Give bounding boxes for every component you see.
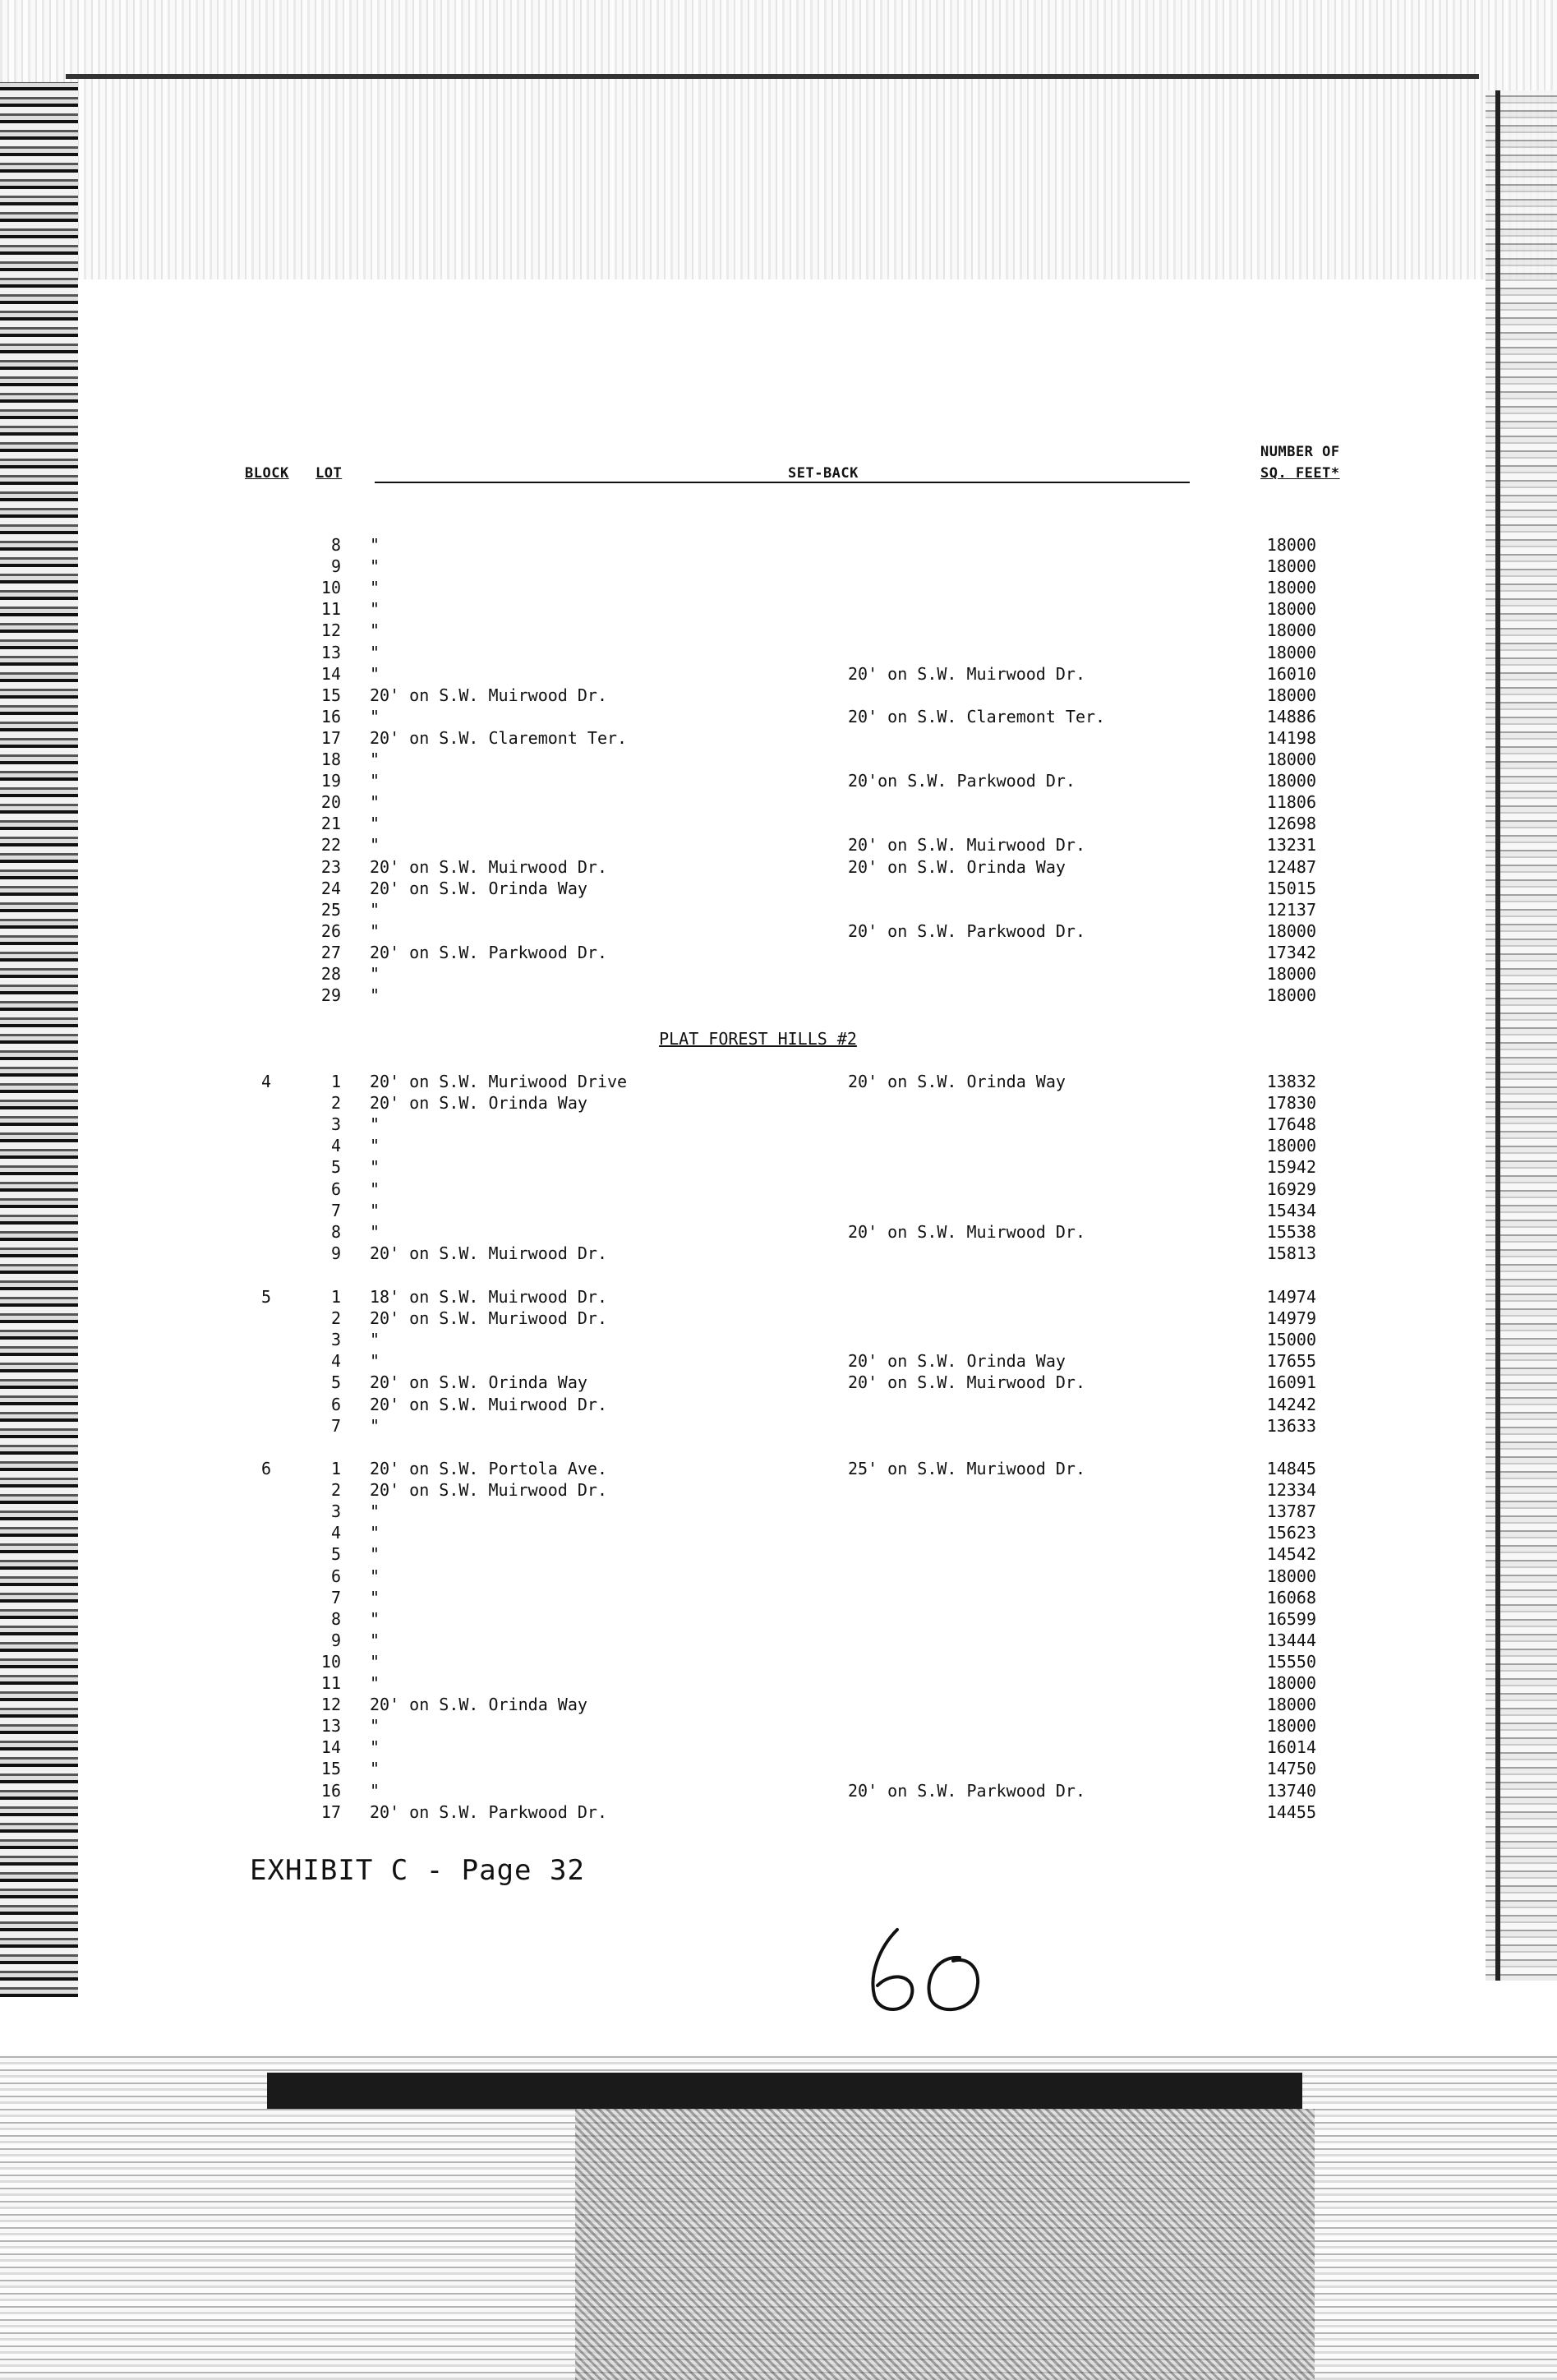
- table-row: [0, 1415, 1397, 1437]
- setback-cell: ": [370, 899, 380, 920]
- scan-smudge-bottom: [575, 2109, 1315, 2380]
- setback-header-rule: [375, 482, 1190, 483]
- setback-cell: ": [370, 1136, 380, 1156]
- table-row: [0, 1587, 1397, 1608]
- table-row: [0, 878, 1397, 899]
- setback-secondary-cell: 20' on S.W. Orinda Way: [848, 1072, 1066, 1091]
- setback-cell: ": [370, 1608, 380, 1629]
- table-row: [0, 1071, 1397, 1092]
- lot-cell: 2: [330, 1093, 341, 1114]
- setback-cell: 20' on S.W. Parkwood Dr.: [370, 1801, 607, 1822]
- setback-cell: ": [370, 1544, 380, 1565]
- setback-secondary-cell: 25' on S.W. Muriwood Dr.: [848, 1459, 1085, 1478]
- setback-cell: ": [370, 1114, 380, 1135]
- setback-cell: ": [370, 642, 380, 662]
- table-row: [0, 963, 1397, 985]
- table-row: [0, 749, 1397, 770]
- sqft-cell: 12487: [1266, 856, 1316, 877]
- lot-cell: 1: [330, 1072, 341, 1091]
- setback-cell: ": [370, 578, 380, 598]
- table-row: [0, 598, 1397, 620]
- section-title: PLAT FOREST HILLS #2: [659, 1029, 857, 1049]
- setback-column-header: SET-BACK: [785, 465, 862, 482]
- table-row: [0, 1135, 1397, 1156]
- setback-cell: ": [370, 1351, 380, 1372]
- sqft-cell: 14455: [1266, 1801, 1316, 1822]
- lot-cell: 23: [320, 856, 341, 877]
- setback-cell: ": [370, 1716, 380, 1737]
- sqft-cell: 16010: [1266, 663, 1316, 684]
- sqft-cell: 17655: [1266, 1351, 1316, 1372]
- sqft-cell: 18000: [1266, 1716, 1316, 1737]
- sqft-cell: 15623: [1266, 1523, 1316, 1543]
- lot-cell: 4: [330, 1523, 341, 1543]
- table-row: [0, 1780, 1397, 1801]
- table-row: [0, 770, 1397, 791]
- sqft-cell: 13832: [1266, 1072, 1316, 1091]
- table-row: [0, 899, 1397, 920]
- sqft-cell: 15015: [1266, 878, 1316, 898]
- lot-cell: 24: [320, 878, 341, 898]
- handwritten-60-drawing: [855, 1923, 1002, 2022]
- setback-cell: ": [370, 1566, 380, 1586]
- sqft-cell: 14242: [1266, 1394, 1316, 1414]
- setback-cell: ": [370, 920, 380, 941]
- block-cell: 6: [261, 1459, 272, 1478]
- sqft-cell: 13633: [1266, 1415, 1316, 1436]
- setback-cell: 20' on S.W. Orinda Way: [370, 878, 587, 898]
- block-cell: 5: [261, 1287, 272, 1307]
- setback-cell: 20' on S.W. Claremont Ter.: [370, 727, 628, 748]
- setback-secondary-cell: 20' on S.W. Parkwood Dr.: [848, 920, 1085, 941]
- table-row: [0, 985, 1397, 1006]
- table-row: [0, 556, 1397, 577]
- table-row: [0, 1694, 1397, 1715]
- sqft-cell: 17342: [1266, 942, 1316, 962]
- lot-cell: 16: [320, 1780, 341, 1801]
- sqft-cell: 15000: [1266, 1330, 1316, 1350]
- lot-cell: 11: [320, 599, 341, 620]
- sqft-cell: 13231: [1266, 835, 1316, 856]
- lot-column-header: LOT: [316, 465, 343, 482]
- table-row: [0, 1737, 1397, 1758]
- setback-cell: ": [370, 1200, 380, 1220]
- sqft-cell: 14974: [1266, 1287, 1316, 1307]
- setback-cell: 20' on S.W. Muirwood Dr.: [370, 1480, 607, 1501]
- table-row: [0, 620, 1397, 641]
- setback-cell: ": [370, 1221, 380, 1242]
- lot-cell: 7: [330, 1587, 341, 1607]
- table-row: [0, 1221, 1397, 1243]
- table-row: [0, 1566, 1397, 1587]
- table-row: [0, 1329, 1397, 1350]
- lot-cell: 15: [320, 1759, 341, 1779]
- footer-exhibit-label: EXHIBIT C - Page 32: [250, 1854, 585, 1887]
- sqft-cell: 14886: [1266, 706, 1316, 726]
- sqft-cell: 16014: [1266, 1737, 1316, 1758]
- lot-cell: 13: [320, 642, 341, 662]
- sqft-cell: 18000: [1266, 620, 1316, 641]
- sqft-cell: 16068: [1266, 1587, 1316, 1607]
- table-row: [0, 1630, 1397, 1651]
- sqft-cell: 17830: [1266, 1093, 1316, 1114]
- sqft-cell: 18000: [1266, 964, 1316, 984]
- sqft-cell: 14750: [1266, 1759, 1316, 1779]
- lot-cell: 6: [330, 1178, 341, 1199]
- setback-cell: ": [370, 1415, 380, 1436]
- table-row: [0, 1672, 1397, 1694]
- table-row: [0, 1501, 1397, 1522]
- lot-cell: 5: [330, 1544, 341, 1565]
- table-row: [0, 1479, 1397, 1501]
- lot-cell: 2: [330, 1480, 341, 1501]
- table-row: [0, 1243, 1397, 1264]
- lot-cell: 11: [320, 1673, 341, 1693]
- table-row: [0, 1522, 1397, 1543]
- sqft-cell: 16091: [1266, 1372, 1316, 1393]
- table-row: [0, 1178, 1397, 1200]
- table-row: [0, 1308, 1397, 1329]
- lot-cell: 3: [330, 1114, 341, 1135]
- table-row: [0, 1394, 1397, 1415]
- lot-cell: 7: [330, 1415, 341, 1436]
- lot-cell: 3: [330, 1501, 341, 1522]
- setback-cell: ": [370, 1587, 380, 1607]
- lot-cell: 7: [330, 1200, 341, 1220]
- sqft-cell: 13740: [1266, 1780, 1316, 1801]
- setback-cell: ": [370, 792, 380, 813]
- table-row: [0, 920, 1397, 942]
- lot-cell: 8: [330, 535, 341, 555]
- setback-cell: 20' on S.W. Muirwood Dr.: [370, 1243, 607, 1263]
- setback-cell: ": [370, 1501, 380, 1522]
- table-row: [0, 1608, 1397, 1630]
- sqft-cell: 14198: [1266, 727, 1316, 748]
- lot-cell: 14: [320, 663, 341, 684]
- setback-cell: ": [370, 663, 380, 684]
- lot-cell: 16: [320, 706, 341, 726]
- table-row: [0, 706, 1397, 727]
- sqft-cell: 11806: [1266, 792, 1316, 813]
- sqft-cell: 15550: [1266, 1651, 1316, 1672]
- setback-cell: ": [370, 985, 380, 1006]
- table-row: [0, 1092, 1397, 1114]
- table-row: [0, 791, 1397, 813]
- setback-secondary-cell: 20' on S.W. Muirwood Dr.: [848, 663, 1085, 684]
- lot-cell: 20: [320, 792, 341, 813]
- setback-secondary-cell: 20' on S.W. Parkwood Dr.: [848, 1780, 1085, 1801]
- table-row: [0, 1758, 1397, 1779]
- setback-cell: ": [370, 599, 380, 620]
- lot-cell: 12: [320, 1695, 341, 1715]
- table-row: [0, 1372, 1397, 1393]
- sqft-cell: 15942: [1266, 1157, 1316, 1178]
- block-cell: 4: [261, 1072, 272, 1091]
- setback-cell: 20' on S.W. Muriwood Dr.: [370, 1308, 607, 1329]
- sqft-cell: 18000: [1266, 599, 1316, 620]
- setback-secondary-cell: 20' on S.W. Muirwood Dr.: [848, 1221, 1085, 1242]
- table-row: [0, 1458, 1397, 1479]
- sqft-cell: 18000: [1266, 750, 1316, 769]
- lot-cell: 17: [320, 1801, 341, 1822]
- setback-secondary-cell: 20' on S.W. Orinda Way: [848, 856, 1066, 877]
- lot-cell: 3: [330, 1330, 341, 1350]
- table-row: [0, 577, 1397, 598]
- lot-cell: 25: [320, 899, 341, 920]
- setback-cell: ": [370, 964, 380, 984]
- lot-cell: 29: [320, 985, 341, 1006]
- setback-secondary-cell: 20' on S.W. Muirwood Dr.: [848, 1372, 1085, 1393]
- setback-cell: ": [370, 750, 380, 769]
- scan-edge-bottom: [267, 2073, 1302, 2109]
- sqft-cell: 18000: [1266, 578, 1316, 598]
- setback-secondary-cell: 20' on S.W. Claremont Ter.: [848, 706, 1106, 726]
- lot-cell: 28: [320, 964, 341, 984]
- setback-secondary-cell: 20' on S.W. Orinda Way: [848, 1351, 1066, 1372]
- sqft-cell: 15434: [1266, 1200, 1316, 1220]
- sqft-cell: 18000: [1266, 1566, 1316, 1586]
- sqft-cell: 15538: [1266, 1221, 1316, 1242]
- sqft-cell: 16929: [1266, 1178, 1316, 1199]
- lot-cell: 12: [320, 620, 341, 641]
- setback-cell: ": [370, 1780, 380, 1801]
- lot-cell: 26: [320, 920, 341, 941]
- sqft-cell: 14845: [1266, 1459, 1316, 1478]
- sqft-cell: 18000: [1266, 535, 1316, 555]
- setback-cell: 20' on S.W. Orinda Way: [370, 1372, 587, 1393]
- setback-cell: ": [370, 556, 380, 577]
- sqft-cell: 18000: [1266, 642, 1316, 662]
- sqft-column-header-line2: SQ. FEET*: [1260, 465, 1340, 482]
- sqft-cell: 18000: [1266, 985, 1316, 1006]
- lot-cell: 8: [330, 1221, 341, 1242]
- lot-cell: 27: [320, 942, 341, 962]
- table-row: [0, 663, 1397, 685]
- scan-edge-top: [66, 74, 1479, 79]
- sqft-cell: 17648: [1266, 1114, 1316, 1135]
- setback-secondary-cell: 20'on S.W. Parkwood Dr.: [848, 771, 1076, 791]
- setback-cell: ": [370, 771, 380, 791]
- lot-cell: 6: [330, 1566, 341, 1586]
- lot-cell: 5: [330, 1372, 341, 1393]
- setback-cell: ": [370, 706, 380, 726]
- sqft-cell: 18000: [1266, 1695, 1316, 1715]
- lot-cell: 8: [330, 1608, 341, 1629]
- lot-cell: 22: [320, 835, 341, 856]
- table-row: [0, 1651, 1397, 1672]
- setback-cell: ": [370, 1673, 380, 1693]
- setback-cell: 18' on S.W. Muirwood Dr.: [370, 1287, 607, 1307]
- table-row: [0, 1156, 1397, 1178]
- lot-cell: 1: [330, 1459, 341, 1478]
- sqft-cell: 13444: [1266, 1630, 1316, 1650]
- sqft-cell: 18000: [1266, 1673, 1316, 1693]
- table-row: [0, 685, 1397, 706]
- setback-cell: ": [370, 1157, 380, 1178]
- setback-cell: 20' on S.W. Muirwood Dr.: [370, 856, 607, 877]
- setback-cell: 20' on S.W. Orinda Way: [370, 1695, 587, 1715]
- table-row: [0, 942, 1397, 963]
- lot-cell: 18: [320, 750, 341, 769]
- lot-cell: 5: [330, 1157, 341, 1178]
- setback-cell: ": [370, 1651, 380, 1672]
- sqft-cell: 18000: [1266, 920, 1316, 941]
- table-row: [0, 1350, 1397, 1372]
- sqft-cell: 13787: [1266, 1501, 1316, 1522]
- lot-cell: 9: [330, 556, 341, 577]
- table-row: [0, 1286, 1397, 1308]
- table-row: [0, 534, 1397, 556]
- sqft-cell: 18000: [1266, 1136, 1316, 1156]
- lot-cell: 9: [330, 1630, 341, 1650]
- sqft-cell: 12334: [1266, 1480, 1316, 1501]
- setback-cell: ": [370, 1523, 380, 1543]
- table-row: [0, 727, 1397, 749]
- lot-cell: 4: [330, 1351, 341, 1372]
- sqft-cell: 12698: [1266, 814, 1316, 834]
- handwritten-page-number: [855, 1923, 1002, 2022]
- setback-cell: 20' on S.W. Parkwood Dr.: [370, 942, 607, 962]
- setback-cell: 20' on S.W. Muriwood Drive: [370, 1072, 628, 1091]
- sqft-cell: 14542: [1266, 1544, 1316, 1565]
- sqft-cell: 12137: [1266, 899, 1316, 920]
- setback-cell: ": [370, 835, 380, 856]
- sqft-column-header-line1: NUMBER OF: [1260, 444, 1340, 460]
- setback-cell: ": [370, 814, 380, 834]
- setback-cell: ": [370, 1178, 380, 1199]
- sqft-cell: 14979: [1266, 1308, 1316, 1329]
- lot-cell: 1: [330, 1287, 341, 1307]
- lot-cell: 9: [330, 1243, 341, 1263]
- setback-cell: ": [370, 535, 380, 555]
- setback-cell: ": [370, 1330, 380, 1350]
- sqft-cell: 18000: [1266, 685, 1316, 705]
- sqft-cell: 16599: [1266, 1608, 1316, 1629]
- lot-cell: 19: [320, 771, 341, 791]
- lot-cell: 2: [330, 1308, 341, 1329]
- lot-cell: 14: [320, 1737, 341, 1758]
- lot-cell: 6: [330, 1394, 341, 1414]
- block-column-header: BLOCK: [245, 465, 289, 482]
- setback-cell: ": [370, 1737, 380, 1758]
- setback-cell: ": [370, 620, 380, 641]
- sqft-cell: 18000: [1266, 556, 1316, 577]
- lot-cell: 13: [320, 1716, 341, 1737]
- setback-cell: 20' on S.W. Muirwood Dr.: [370, 685, 607, 705]
- table-row: [0, 1200, 1397, 1221]
- sqft-cell: 18000: [1266, 771, 1316, 791]
- scan-noise-top: [0, 0, 1557, 279]
- setback-secondary-cell: 20' on S.W. Muirwood Dr.: [848, 835, 1085, 856]
- lot-cell: 21: [320, 814, 341, 834]
- table-row: [0, 1543, 1397, 1565]
- table-row: [0, 813, 1397, 834]
- lot-cell: 10: [320, 1651, 341, 1672]
- sqft-cell: 15813: [1266, 1243, 1316, 1263]
- table-row: [0, 1715, 1397, 1737]
- setback-cell: 20' on S.W. Portola Ave.: [370, 1459, 607, 1478]
- table-row: [0, 856, 1397, 878]
- table-row: [0, 1801, 1397, 1823]
- setback-cell: 20' on S.W. Muirwood Dr.: [370, 1394, 607, 1414]
- setback-cell: 20' on S.W. Orinda Way: [370, 1093, 587, 1114]
- table-row: [0, 834, 1397, 856]
- setback-cell: ": [370, 1759, 380, 1779]
- lot-cell: 10: [320, 578, 341, 598]
- lot-cell: 4: [330, 1136, 341, 1156]
- table-row: [0, 642, 1397, 663]
- lot-cell: 17: [320, 727, 341, 748]
- lot-cell: 15: [320, 685, 341, 705]
- setback-cell: ": [370, 1630, 380, 1650]
- table-row: [0, 1114, 1397, 1135]
